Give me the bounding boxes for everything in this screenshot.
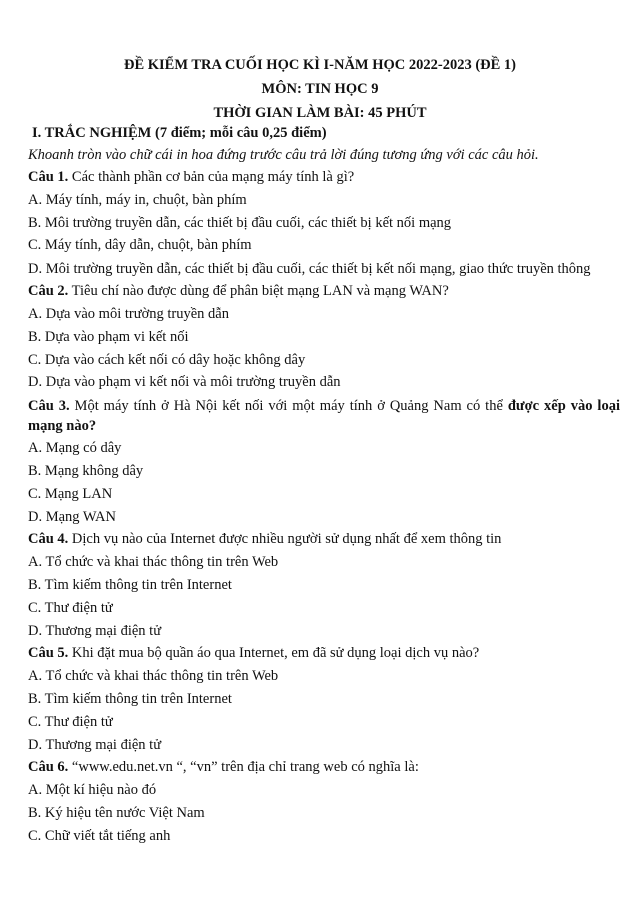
answer-option[interactable]: B. Ký hiệu tên nước Việt Nam [28,804,205,821]
time-title: THỜI GIAN LÀM BÀI: 45 PHÚT [213,105,427,121]
question-2 [28,280,620,303]
answer-option[interactable]: A. Tổ chức và khai thác thông tin trên Web [28,554,279,571]
question-list [28,166,620,848]
question-number: Câu 2. [28,283,69,300]
answer-option[interactable]: C. Mạng LAN [28,485,113,502]
answer-option[interactable]: A. Máy tính, máy in, chuột, bàn phím [28,191,247,208]
question-text: Dịch vụ nào của Internet được nhiều người sử dụng nhất để xem thông tin [68,531,502,548]
answer-option[interactable]: C. Máy tính, dây dẫn, chuột, bàn phím [28,237,252,254]
question-text: Một máy tính ở Hà Nội kết nối với một máy tính ở Quảng Nam có thể [69,398,508,415]
answer-option[interactable]: C. Thư điện tử [28,713,113,730]
answer-option[interactable]: A. Dựa vào môi trường truyền dẫn [28,305,229,322]
answer-option[interactable]: D. Mạng WAN [28,508,116,525]
question-1 [28,166,620,189]
answer-option[interactable]: C. Thư điện tử [28,599,113,616]
answer-option[interactable]: D. Môi trường truyền dẫn, các thiết bị đầu cuối, các thiết bị kết nối mạng, giao thức truyền thông [28,261,591,278]
question-3 [28,394,620,436]
question-number: Câu 4. [28,531,69,548]
question-emphasis: được xếp vào loại mạng nào? [28,398,620,435]
answer-option[interactable]: B. Tìm kiếm thông tin trên Internet [28,690,232,707]
answer-option[interactable]: D. Dựa vào phạm vi kết nối và môi trường truyền dẫn [28,374,341,391]
question-text: Khi đặt mua bộ quần áo qua Internet, em đã sử dụng loại dịch vụ nào? [68,645,480,662]
answer-option[interactable]: D. Thương mại điện tử [28,736,162,753]
answer-option[interactable]: B. Môi trường truyền dẫn, các thiết bị đầu cuối, các thiết bị kết nối mạng [28,214,452,231]
answer-option[interactable]: B. Dựa vào phạm vi kết nối [28,328,189,345]
question-text: Tiêu chí nào được dùng để phân biệt mạng LAN và mạng WAN? [68,283,449,300]
question-text: “www.edu.net.vn “, “vn” trên địa chỉ trang web có nghĩa là: [68,759,419,776]
question-5 [28,642,620,665]
answer-option[interactable]: B. Tìm kiếm thông tin trên Internet [28,576,232,593]
exam-title: ĐỀ KIỂM TRA CUỐI HỌC KÌ I-NĂM HỌC 2022-2023 (ĐỀ 1) [123,57,517,73]
answer-option[interactable]: A. Tổ chức và khai thác thông tin trên Web [28,668,279,685]
question-number: Câu 3. [28,398,70,415]
answer-option[interactable]: D. Thương mại điện tử [28,622,162,639]
section-instruction: Khoanh tròn vào chữ cái in hoa đứng trước câu trả lời đúng tương ứng với các câu hỏi. [28,147,539,163]
answer-option[interactable]: B. Mạng không dây [28,462,144,479]
subject-title: MÔN: TIN HỌC 9 [261,81,379,97]
question-4 [28,528,620,551]
question-number: Câu 5. [28,645,69,662]
question-number: Câu 1. [28,169,69,185]
section-title: I. TRẮC NGHIỆM (7 điểm; mỗi câu 0,25 điểm) [32,125,327,141]
question-6 [28,756,620,779]
answer-option[interactable]: C. Dựa vào cách kết nối có dây hoặc không dây [28,351,306,368]
answer-option[interactable]: C. Chữ viết tắt tiếng anh [28,827,171,844]
question-text: Các thành phần cơ bản của mạng máy tính là gì? [68,169,355,185]
question-number: Câu 6. [28,759,69,776]
answer-option[interactable]: A. Mạng có dây [28,440,122,457]
answer-option[interactable]: A. Một kí hiệu nào đó [28,782,157,799]
